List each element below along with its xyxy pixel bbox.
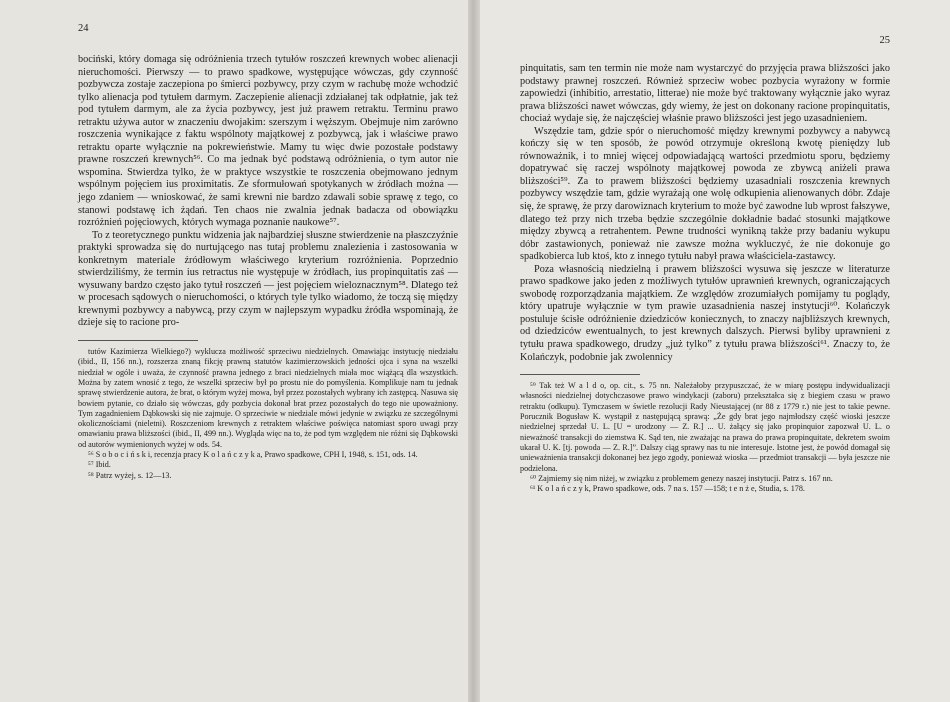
book-gutter — [468, 0, 480, 702]
footnote-separator — [520, 374, 640, 375]
footnote: ⁶¹ K o l a ń c z y k, Prawo spadkowe, ods. 7 na s. 157 —158; t e n ż e, Studia, s. 178. — [530, 484, 805, 494]
footnote: ⁵⁹ Tak też W a l d o, op. cit., s. 75 nn. Należałoby przypuszczać, że w miarę postępu indywidualizacji własności niedzielnej dotychczasowe prawo windykacji (zaboru) przekształca się z biegiem czasu w prawo retraktu (odkupu). Tymczasem w świetle rezolucji Rady Nieustającej (nr 88 z 1779 r.) nie jest to takie pewne. Porucznik Bogusław K. wystąpił z następującą sprawą: „Że gdy brat jego najmłodszy część wioski jeszcze niedzielnej sprzedał U. L. [U = urodzony — Z. R.] ... U. żałący się jako propinquior zapozwał U. L. o nieważność transakcji do ziemstwa K. Sąd ten, nie zważając na prawa do prawa propinquitate, dekretem swoim ukarał U. K. [tj. powoda — Z. R.]”. Dalszy ciąg sprawy nas tu nie interesuje. Istotne jest, że powód domagał się unieważnienia transakcji dokonanej bez jego zgody, ponieważ wioska — przedmiot transakcji — była jeszcze nie podzielona. — [520, 381, 890, 473]
right-page — [472, 0, 950, 702]
footnote: tutów Kazimierza Wielkiego?) wyklucza możliwość sprzeciwu niedzielnych. Omawiając instytucję niedziału (ibid., II, 156 nn.), rozszerza znaną fikcję prawną statutów kazimierzowskich jedności ojca i syna na wszelki niedział w ogóle i uważa, że czynność prawna jednego z braci niedzielnych miała moc wiążącą dla wszystkich. Można by zatem wnosić z tego, że wszelki sprzeciw był po prostu nie do pomyślenia. Komplikuje nam tu jednak sprawę stwierdzenie autora, że brat, o którym wyżej mowa, był przez pozostałych wybrany ich zastępcą. Nasuwa się bowiem pytanie, co działo się wówczas, gdy pozbycia dokonał brat przez pozostałych do tego nie upoważniony. Tym zagadnieniem Dąbkowski się nie zajmuje. O sprzeciwie w niedziale mówi jedynie w związku ze szczególnymi okolicznościami (nieletni). Roszczeniom krewnych z retraktem właściwe poświęca natomiast sporo uwagi przy omawianiu prawa bliższości (ibid., II, 499 nn.). Wygląda więc na to, że pod tym względem nie różni się Dąbkowski od autorów wymienionych wyżej w ods. 54. — [78, 347, 458, 449]
page-number: 24 — [78, 23, 89, 34]
paragraph: Wszędzie tam, gdzie spór o nieruchomość między krewnymi pozbywcy a nabywcą kończy się w ten sposób, że powód otrzymuje określoną kwotę pieniędzy lub równoważnik, i to mniej więcej odpowiadającą wartości przedmiotu sporu, będziemy dopatrywać się raczej wspólnoty majątkowej powoda ze zbywcą aniżeli prawa bliższości⁵⁹. Za to prawem bliższości będziemy uzasadniali roszczenia krewnych pozbywcy wszędzie tam, gdzie wyrażają one wolę odkupienia alienowanych dóbr. Zdaje się, że sprawę, że przy darowiznach kryterium to może być zawodne lub wprost fałszywe, dlatego też przy nich trzeba będzie szczególnie dokładnie badać stosunki majątkowe między zbywcą a retrahentem. Pewne trudności wynikną także przy badaniu wykupu dóbr zastawionych, ponieważ nie zawsze można wykluczyć, że nie dokonuje go spadkobierca lub ktoś, kto z innego tytułu nabył prawa właściciela-zastawcy. — [520, 125, 890, 263]
paragraph: To z teoretycznego punktu widzenia jak najbardziej słuszne stwierdzenie na płaszczyźnie praktyki sprowadza się do nurtującego nas tutaj problemu znalezienia i zastosowania w konkretnym materiale źródłowym właściwego kryterium rozróżnienia. Poprzednio stwierdziliśmy, że termin ius retractus nie występuje w źródłach, ius propinquitatis zaś — wysuwany bardzo często jako tytuł roszczeń — jest pojęciem wieloznacznym⁵⁸. Dlatego też w procesach sądowych o nieruchomości, o których tyle tylko wiadomo, że toczą się między krewnymi pozbywcy a nabywcą, przy czym w najlepszym wypadku źródła wspominają, że dzieje się to racione pro- — [78, 229, 458, 329]
paragraph: bociński, który domaga się odróżnienia trzech tytułów roszczeń krewnych wobec alienacji nieruchomości. Pierwszy — to prawo spadkowe, występujące wówczas, gdy czynność pozbywcza zostaje zaczepiona po śmierci pozbywcy, przy czym w rachubę może wchodzić tylko alienacja pod tytułem darmym. Zaczepienie alienacji zdziałanej tak odpłatnie, jak też pod tytułem darmym, ale za życia pozbywcy, jest już prawem retraktu. Terminu prawo retraktu używa autor w znaczeniu dwojakim: szerszym i węższym. Obejmuje nim zarówno roszczenia wynikające z faktu wspólnoty majątkowej z pozbywcą, jak i właściwe prawo retraktu oparte wyłącznie na pokrewieństwie. Mamy tu więc dwie pozostałe podstawy prawne roszczeń krewnych⁵⁶. Co ma jednak być podstawą odróżnienia, o tym autor nie wspomina. Stwierdza tylko, że w praktyce wszystkie te roszczenia obejmowano jednym wspólnym pojęciem ius proximitatis. Ze sformułowań spotykanych w źródłach można — jego zdaniem — wnioskować, że sami krewni nie bardzo zdawali sobie sprawę z tego, co stanowi podstawę ich żądań. Ten chaos nie zwalnia jednak badacza od obowiązku rozróżnień pojęciowych, których wymaga poznanie naukowe⁵⁷. — [78, 54, 458, 229]
main-text — [520, 63, 890, 364]
paragraph: Poza własnością niedzielną i prawem bliższości wysuwa się jeszcze w literaturze prawo spadkowe jako jeden z możliwych tytułów uprawnień krewnych, ograniczających swobodę rozporządzania majątkiem. Ze względów zrozumiałych pomijamy tu poglądy, który upatruje wyłącznie w tym prawie uzasadnienia naszej instytucji⁶⁰. Kolańczyk postuluje ścisłe odróżnienie dziedziców koniecznych, to znaczy najbliższych krewnych, od dziedziców ewentualnych, to jest krewnych dalszych. Pierwsi byliby uprawnieni z tytułu prawa spadkowego, drudzy „już tylko” z tytułu prawa bliższości⁶¹. Znaczy to, że Kolańczyk, podobnie jak zwolennicy — [520, 263, 890, 363]
footnotes — [520, 381, 890, 494]
main-text — [78, 54, 458, 330]
page-number: 25 — [879, 35, 890, 46]
left-page — [0, 0, 472, 702]
paragraph: pinquitatis, sam ten termin nie może nam wystarczyć do przyjęcia prawa bliższości jako podstawy prawnej roszczeń. Również sprzeciw wobec pozbycia wyrażony w formie zapowiedzi (inhibitio, arrestatio, litterae) nie może być traktowany wyłącznie jako wyraz prawa bliższości nawet wówczas, gdy wiemy, że jest on dokonany racione propinquitatis, chociaż wydaje się, że najczęściej właśnie prawo bliższości jest jego uzasadnieniem. — [520, 63, 890, 125]
footnote-separator — [78, 340, 198, 341]
footnotes — [78, 347, 458, 481]
footnote: ⁵⁶ S o b o c i ń s k i, recenzja pracy K o l a ń c z y k a, Prawo spadkowe, CPH I, 1948, s. 151, ods. 14. — [88, 450, 418, 459]
footnote: ⁶⁰ Zajmiemy się nim niżej, w związku z problemem genezy naszej instytucji. Patrz s. 167 nn. — [530, 473, 833, 483]
footnote: ⁵⁸ Patrz wyżej, s. 12—13. — [88, 470, 172, 480]
footnote: ⁵⁷ Ibid. — [88, 460, 111, 470]
